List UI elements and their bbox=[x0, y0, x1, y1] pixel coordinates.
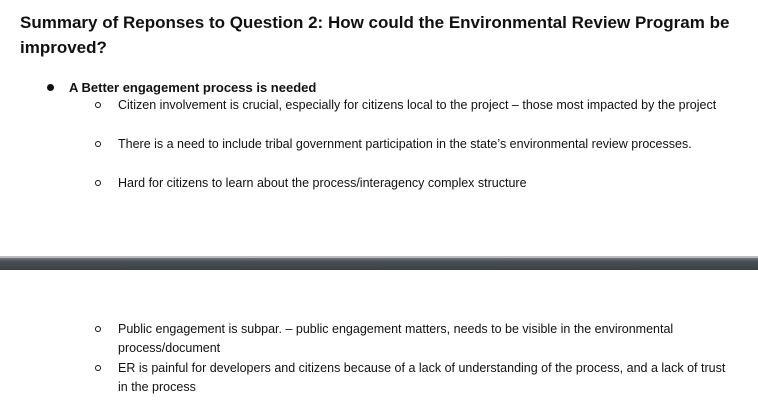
sub-bullet-text: There is a need to include tribal government participation in the state’s environmental review processes. bbox=[118, 137, 692, 151]
sub-bullet-text: Citizen involvement is crucial, especially for citizens local to the project – those most impacted by the project bbox=[118, 98, 717, 112]
hollow-bullet-icon bbox=[95, 365, 101, 371]
sub-bullet-text: Public engagement is subpar. – public engagement matters, needs to be visible in the environmental process/document bbox=[118, 322, 674, 355]
filled-bullet-icon bbox=[47, 84, 54, 91]
hollow-bullet-icon bbox=[95, 180, 101, 186]
hollow-bullet-icon bbox=[95, 141, 101, 147]
page-break-divider bbox=[0, 256, 758, 270]
sub-bullet-text: ER is painful for developers and citizens because of a lack of understanding of the process, and a lack of trust in the process bbox=[118, 361, 726, 394]
hollow-bullet-icon bbox=[95, 326, 101, 332]
main-bullet-label: A Better engagement process is needed bbox=[69, 80, 317, 95]
page-title: Summary of Reponses to Question 2: How could the Environmental Review Program be improved? bbox=[20, 13, 730, 57]
divider-highlight bbox=[0, 256, 758, 258]
hollow-bullet-icon bbox=[95, 102, 101, 108]
sub-bullet-text: Hard for citizens to learn about the process/interagency complex structure bbox=[118, 176, 527, 190]
